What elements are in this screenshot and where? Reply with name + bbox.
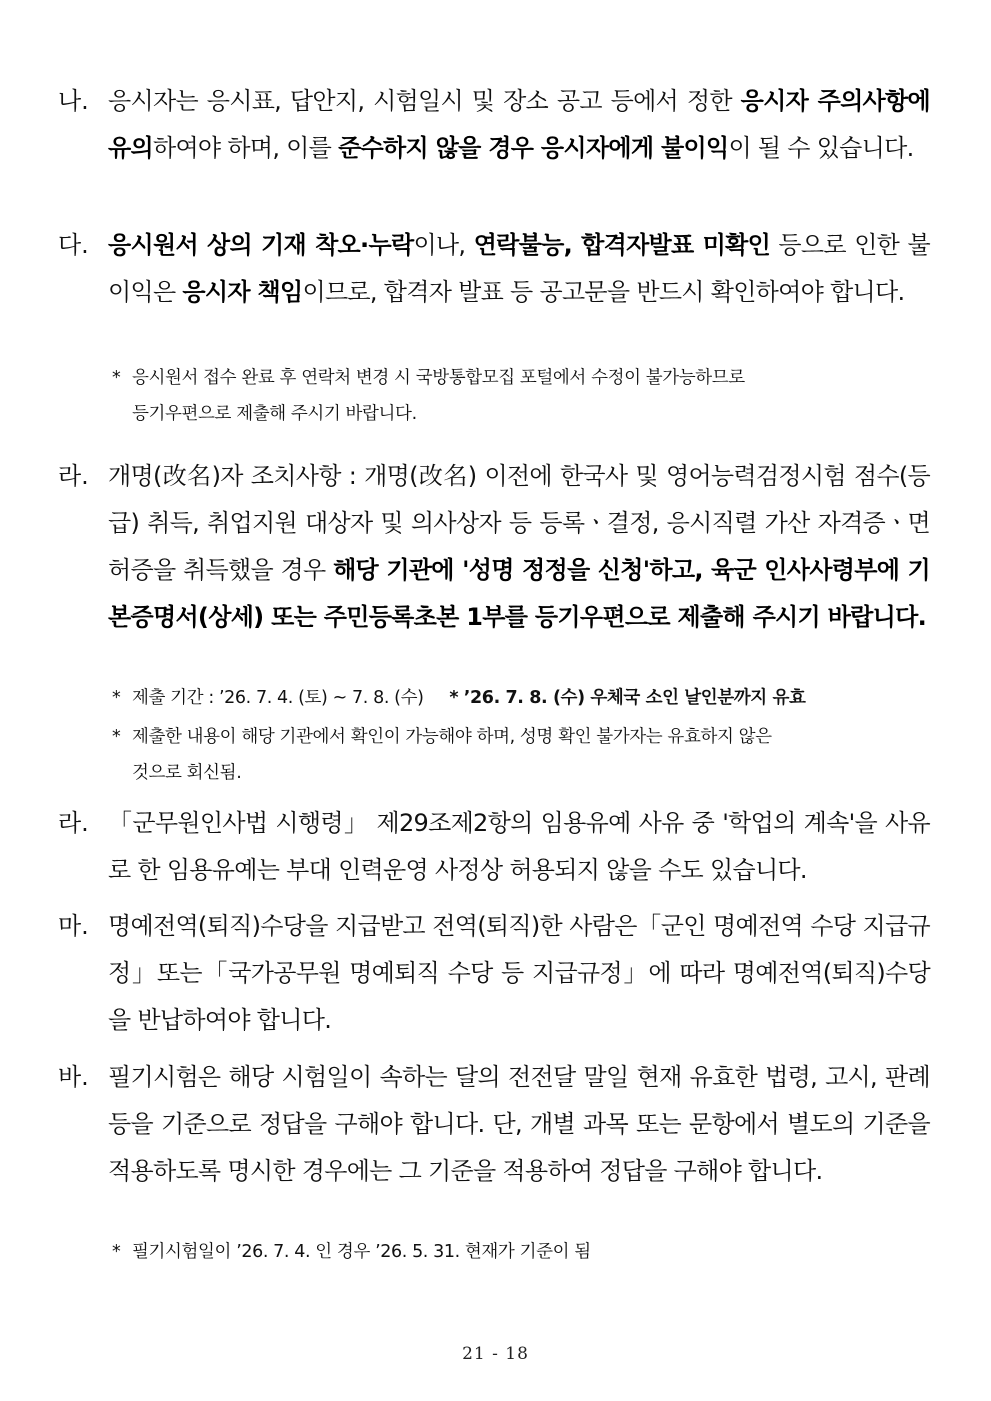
section-na-text: 응시자는 응시표, 답안지, 시험일시 및 장소 공고 등에서 정한 응시자 주의사항에 유의하여야 하며, 이를 준수하지 않을 경우 응시자에게 불이익이 될 수 있습니다. xyxy=(108,87,930,162)
section-ra-rename-text: 개명(改名)자 조치사항 : 개명(改名) 이전에 한국사 및 영어능력검정시험 점수(등급) 취득, 취업지원 대상자 및 의사상자 등 등록ㆍ결정, 응시직렬 가산 자격증ㆍ면허증을 취득했을 경우 해당 기관에 '성명 정정을 신청'하고, 육군 인사사령부에 기본증명서(상세) 또는 주민등록초본 1부를 등기우편으로 제출해 주시기 바랍니다. xyxy=(108,462,930,631)
emphasis-text: 응시자 주의사항에 유의 xyxy=(108,87,930,162)
emphasis-text: 준수하지 않을 경우 응시자에게 불이익 xyxy=(338,134,729,162)
section-marker: 라. xyxy=(58,462,89,490)
page-number: 21 - 18 xyxy=(462,1344,529,1364)
section-marker: 마. xyxy=(58,912,89,940)
section-ba-note: * 필기시험일이 ’26. 7. 4. 인 경우 ’26. 5. 31. 현재가 기준이 됨 xyxy=(112,1242,591,1262)
section-ra-rename-note-2: * 제출한 내용이 해당 기관에서 확인이 가능해야 하며, 성명 확인 불가자는 유효하지 않은 것으로 회신됨. xyxy=(112,727,772,783)
section-marker: 나. xyxy=(58,87,89,115)
emphasis-text: 응시자 책임 xyxy=(182,278,303,306)
section-marker: 라. xyxy=(58,809,89,837)
emphasis-text: * ’26. 7. 8. (수) 우체국 소인 날인분까지 유효 xyxy=(449,688,806,708)
section-ma-text: 명예전역(퇴직)수당을 지급받고 전역(퇴직)한 사람은「군인 명예전역 수당 지급규정」또는「국가공무원 명예퇴직 수당 등 지급규정」에 따라 명예전역(퇴직)수당을 반납하여야 합니다. xyxy=(108,912,930,1034)
section-ra-deferral-text: 「군무원인사법 시행령」 제29조제2항의 임용유예 사유 중 '학업의 계속'을 사유로 한 임용유예는 부대 인력운영 사정상 허용되지 않을 수도 있습니다. xyxy=(108,809,930,884)
emphasis-text: 응시원서 상의 기재 착오·누락 xyxy=(108,231,414,259)
emphasis-text: 해당 기관에 '성명 정정을 신청'하고, 육군 인사사령부에 기본증명서(상세) 또는 주민등록초본 1부를 등기우편으로 제출해 주시기 바랍니다. xyxy=(108,556,930,631)
section-ra-rename-note-1: * 제출 기간 : ’26. 7. 4. (토) ~ 7. 8. (수) * ’26. 7. 8. (수) 우체국 소인 날인분까지 유효 xyxy=(112,688,806,708)
section-marker: 바. xyxy=(58,1063,89,1091)
section-da-text: 응시원서 상의 기재 착오·누락이나, 연락불능, 합격자발표 미확인 등으로 인한 불이익은 응시자 책임이므로, 합격자 발표 등 공고문을 반드시 확인하여야 합니다. xyxy=(108,231,930,306)
section-ba-text: 필기시험은 해당 시험일이 속하는 달의 전전달 말일 현재 유효한 법령, 고시, 판례 등을 기준으로 정답을 구해야 합니다. 단, 개별 과목 또는 문항에서 별도의 기준을 적용하도록 명시한 경우에는 그 기준을 적용하여 정답을 구해야 합니다. xyxy=(108,1063,930,1185)
section-marker: 다. xyxy=(58,231,89,259)
emphasis-text: 연락불능, 합격자발표 미확인 xyxy=(473,231,771,259)
section-da-note: * 응시원서 접수 완료 후 연락처 변경 시 국방통합모집 포털에서 수정이 불가능하므로 등기우편으로 제출해 주시기 바랍니다. xyxy=(112,368,745,424)
